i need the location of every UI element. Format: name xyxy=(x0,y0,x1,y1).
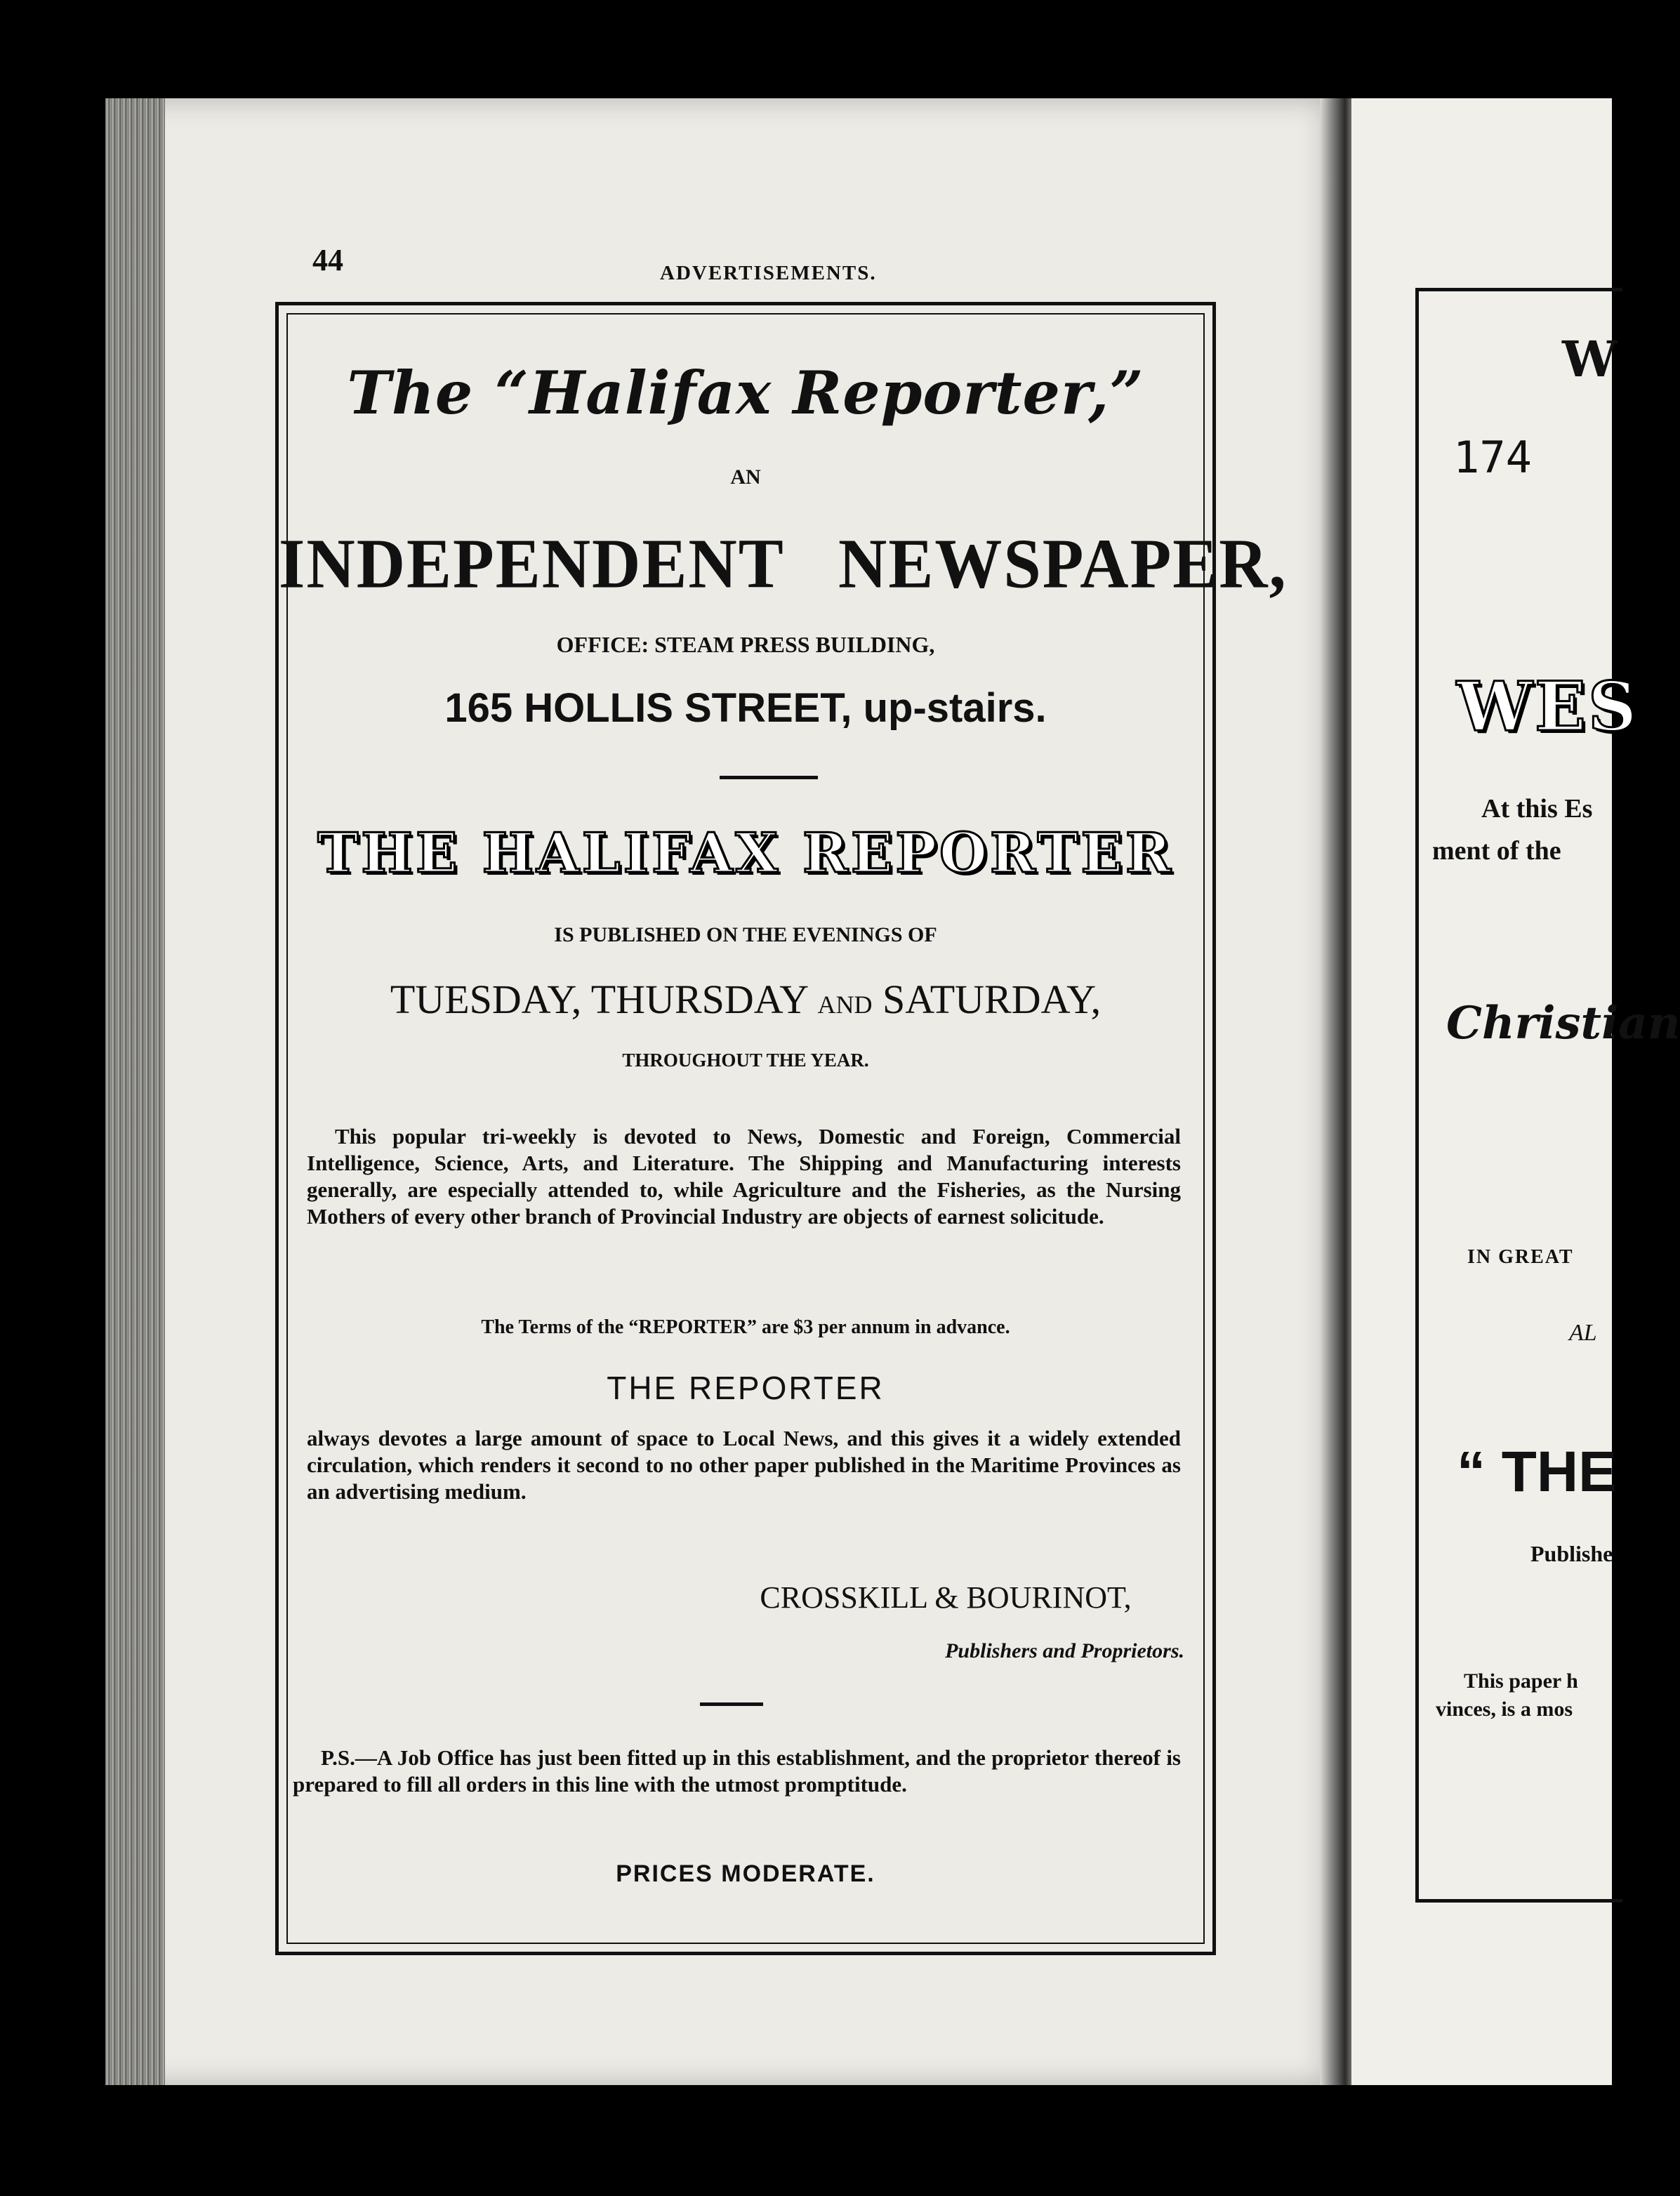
ad-days-part2: SATURDAY, xyxy=(872,977,1102,1022)
ad-throughout: THROUGHOUT THE YEAR. xyxy=(622,1050,869,1071)
right-fragment-al: AL xyxy=(1569,1320,1597,1346)
ad-title-an: AN xyxy=(730,465,761,489)
ad-paragraph-1: This popular tri-weekly is devoted to News, Domestic and Foreign, Commercial Intelligence, Science, Arts, and Literature. The Shipping and Manufacturing interests generally, are especially attended to, while Agriculture and the Fisheries, as the Nursing Mothers of every other branch of Provincial Industry are objects of earnest solicitude. xyxy=(307,1124,1181,1229)
running-head: ADVERTISEMENTS. xyxy=(660,262,877,284)
right-fragment-the: “ THE xyxy=(1457,1440,1617,1504)
divider-rule xyxy=(700,1702,763,1706)
right-fragment-in-great: IN GREAT xyxy=(1467,1246,1574,1268)
ad-reporter-heading: THE REPORTER xyxy=(607,1370,885,1406)
ad-days-and: AND xyxy=(817,991,873,1019)
ad-postscript: P.S.—A Job Office has just been fitted up in this establishment, and the proprietor thereof is prepared to fill all orders in this line with the utmost promptitude. xyxy=(293,1745,1181,1797)
page-number: 44 xyxy=(312,243,343,277)
right-fragment-this-paper: This paper h xyxy=(1464,1669,1578,1693)
right-fragment-ment: ment of the xyxy=(1432,836,1561,866)
right-fragment-w: W xyxy=(1562,330,1618,388)
right-fragment-wes: WES xyxy=(1457,667,1639,746)
ad-days xyxy=(279,976,1212,1023)
right-fragment-at-this: At this Es xyxy=(1481,794,1593,824)
ad-title: The “Halifax Reporter,” xyxy=(347,358,1144,428)
page-edges xyxy=(105,98,165,2085)
advertisement-frame xyxy=(275,302,1288,1955)
divider-rule xyxy=(720,776,818,779)
ad-published: IS PUBLISHED ON THE EVENINGS OF xyxy=(554,923,937,946)
ad-roles: Publishers and Proprietors. xyxy=(945,1639,1184,1662)
ad-paragraph-2: always devotes a large amount of space to Local News, and this gives it a widely extended circulation, which renders it second to no other paper published in the Maritime Provinces as an advertising medium. xyxy=(307,1426,1181,1504)
right-page-frame xyxy=(1415,288,1622,1903)
right-fragment-christian: Christian xyxy=(1446,997,1680,1050)
right-fragment-vinces: vinces, is a mos xyxy=(1436,1698,1573,1721)
ad-days-part1: TUESDAY, THURSDAY xyxy=(390,977,818,1022)
ad-headline: INDEPENDENT NEWSPAPER, xyxy=(279,524,1288,603)
ad-terms: The Terms of the “REPORTER” are $3 per annum in advance. xyxy=(481,1316,1010,1338)
ad-masthead: THE HALIFAX REPORTER xyxy=(317,821,1174,885)
right-fragment-174: 174 xyxy=(1453,432,1532,483)
ad-prices: PRICES MODERATE. xyxy=(616,1860,875,1887)
right-fragment-publishe: Publishe xyxy=(1530,1541,1613,1566)
ad-street: 165 HOLLIS STREET, up-stairs. xyxy=(444,685,1047,731)
ad-signature: CROSSKILL & BOURINOT, xyxy=(760,1580,1132,1615)
ad-office: OFFICE: STEAM PRESS BUILDING, xyxy=(556,632,935,657)
